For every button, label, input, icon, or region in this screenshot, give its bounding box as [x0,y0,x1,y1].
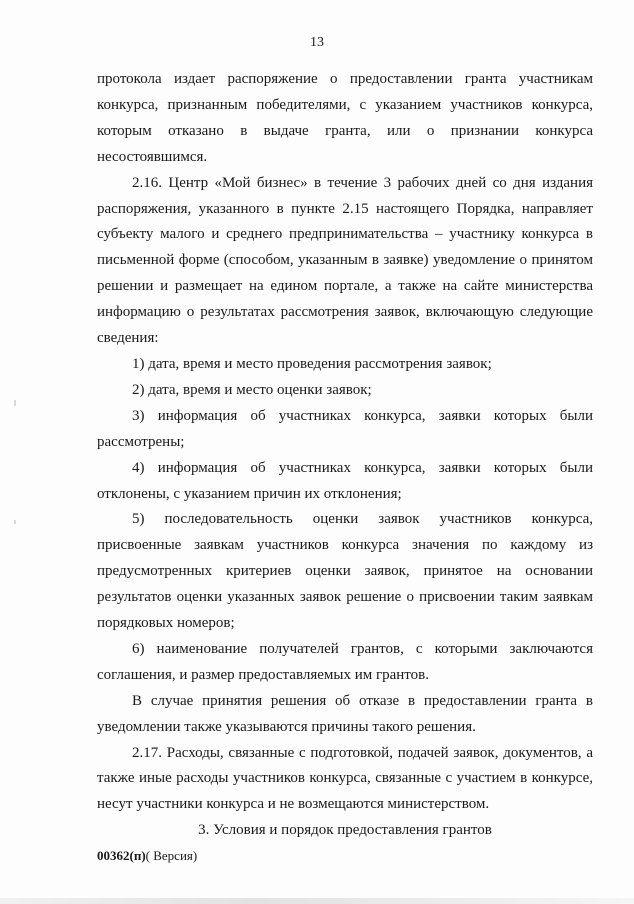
section-heading: 3. Условия и порядок предоставления грантов [198,822,492,839]
list-item-2: 2) дата, время и место оценки заявок; [132,381,372,398]
list-item-5: 5) последовательность оценки заявок участников конкурса, присвоенные заявкам участников конкурса значения по каждому из предусмотренных критериев оценки заявок, принятое на основании результатов оценки указанных заявок решение о присвоении таким заявкам порядковых номеров; [97,511,593,632]
scan-margin-mark [14,400,16,406]
list-item-4: 4) информация об участниках конкурса, заявки которых были отклонены, с указанием причин их отклонения; [97,459,593,502]
document-code-number: 00362(п) [97,848,146,863]
paragraph-refusal-reasons: В случае принятия решения об отказе в предоставлении гранта в уведомлении также указываются причины такого решения. [97,692,593,735]
page-number: 13 [310,35,324,50]
document-code [97,848,197,864]
list-item-3: 3) информация об участниках конкурса, заявки которых были рассмотрены; [97,407,593,450]
paragraph-2-16: 2.16. Центр «Мой бизнес» в течение 3 рабочих дней со дня издания распоряжения, указанного в пункте 2.15 настоящего Порядка, направляет субъекту малого и среднего предпринимательства – участнику конкурса в письменной форме (способом, указанным в заявке) уведомление о принятом решении и размещает на едином портале, а также на сайте министерства информацию о результатах рассмотрения заявок, включающую следующие сведения: [97,174,593,347]
list-item-1: 1) дата, время и место проведения рассмотрения заявок; [132,355,492,372]
scan-margin-mark [14,520,16,524]
paragraph-2-17: 2.17. Расходы, связанные с подготовкой, подачей заявок, документов, а также иные расходы участников конкурса, связанные с участием в конкурсе, несут участники конкурса и не возмещаются министерством. [97,744,593,813]
paragraph-protocol-continuation: протокола издает распоряжение о предоставлении гранта участникам конкурса, признанным победителями, с указанием участников конкурса, которым отказано в выдаче гранта, или о признании конкурса несостоявшимся. [97,71,593,165]
document-body [97,67,593,844]
scan-bottom-edge [0,898,634,904]
document-version: ( Версия) [145,848,198,863]
list-item-6: 6) наименование получателей грантов, с которыми заключаются соглашения, и размер предоставляемых им грантов. [97,640,593,683]
